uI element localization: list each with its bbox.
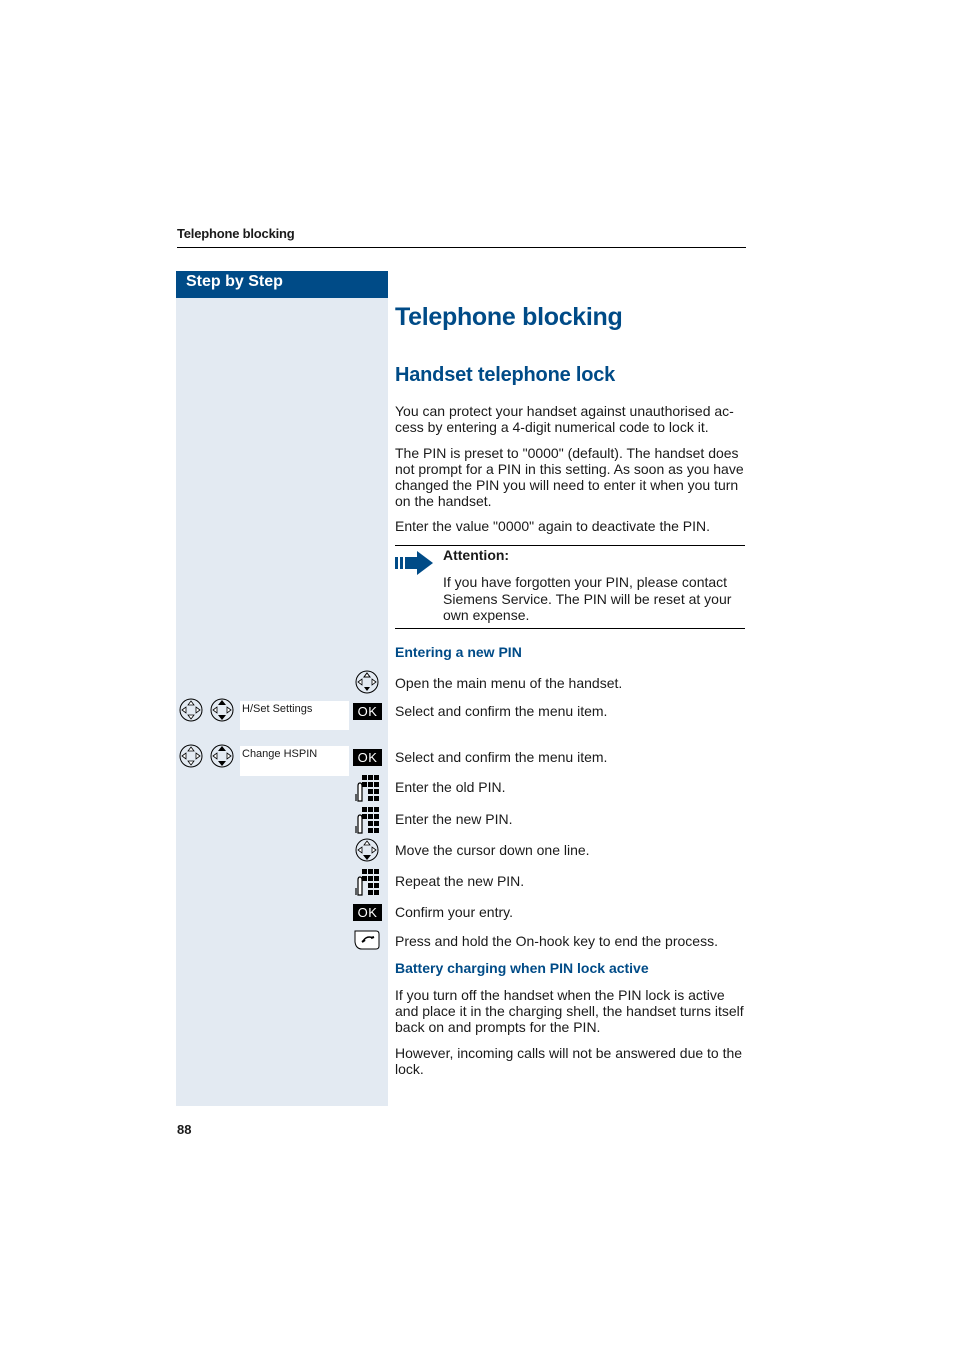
arrow-note-icon [395,551,433,575]
menu-item-display: H/Set Settings [240,701,349,730]
running-head: Telephone blocking [177,226,295,241]
step-text: Repeat the new PIN. [395,873,525,889]
sidebar-title: Step by Step [186,273,283,290]
nav-key-up-down-icon [210,698,234,722]
keypad-icon [354,868,380,896]
step-text: Select and confirm the menu item. [395,703,608,719]
step-text: Enter the old PIN. [395,779,506,795]
on-hook-key-icon [354,930,380,950]
subsection-title: Battery charging when PIN lock active [395,960,649,976]
section-title: Handset telephone lock [395,364,616,386]
nav-key-up-icon [355,670,379,694]
nav-key-down-icon [355,838,379,862]
keypad-icon [354,774,380,802]
menu-item-display: Change HSPIN [240,746,349,776]
nav-key-up-down-icon [210,744,234,768]
attention-text: If you have forgotten your PIN, please contact Siemens Service. The PIN will be reset at your own expense. [443,574,732,623]
keypad-icon [354,806,380,834]
attention-top-rule [395,545,745,546]
step-text: Select and confirm the menu item. [395,749,608,765]
intro-paragraph: You can protect your handset against unauthorised ac-cess by entering a 4-digit numerical code to lock it. [395,403,734,435]
intro-paragraph: Enter the value "0000" again to deactivate the PIN. [395,518,711,534]
intro-paragraph: The PIN is preset to "0000" (default). The handset does not prompt for a PIN in this setting. As soon as you have changed the PIN you will need to enter it when you turn on the handset. [395,445,744,509]
page-number: 88 [177,1122,192,1137]
ok-key: OK [353,749,382,766]
battery-paragraph: If you turn off the handset when the PIN lock is active and place it in the charging shell, the handset turns itself back on and prompts for the PIN. [395,987,744,1035]
header-rule [177,247,746,248]
step-text: Confirm your entry. [395,904,513,920]
page-title: Telephone blocking [395,303,623,331]
ok-key: OK [353,904,382,921]
step-text: Open the main menu of the handset. [395,675,623,691]
battery-paragraph: However, incoming calls will not be answered due to the lock. [395,1045,743,1077]
attention-label: Attention: [443,547,510,563]
ok-key: OK [353,703,382,720]
nav-key-left-right-icon [179,698,203,722]
step-text: Press and hold the On-hook key to end the process. [395,933,718,949]
step-text: Move the cursor down one line. [395,842,590,858]
attention-bottom-rule [395,628,745,629]
subsection-title: Entering a new PIN [395,644,522,660]
step-text: Enter the new PIN. [395,811,513,827]
nav-key-left-right-icon [179,744,203,768]
